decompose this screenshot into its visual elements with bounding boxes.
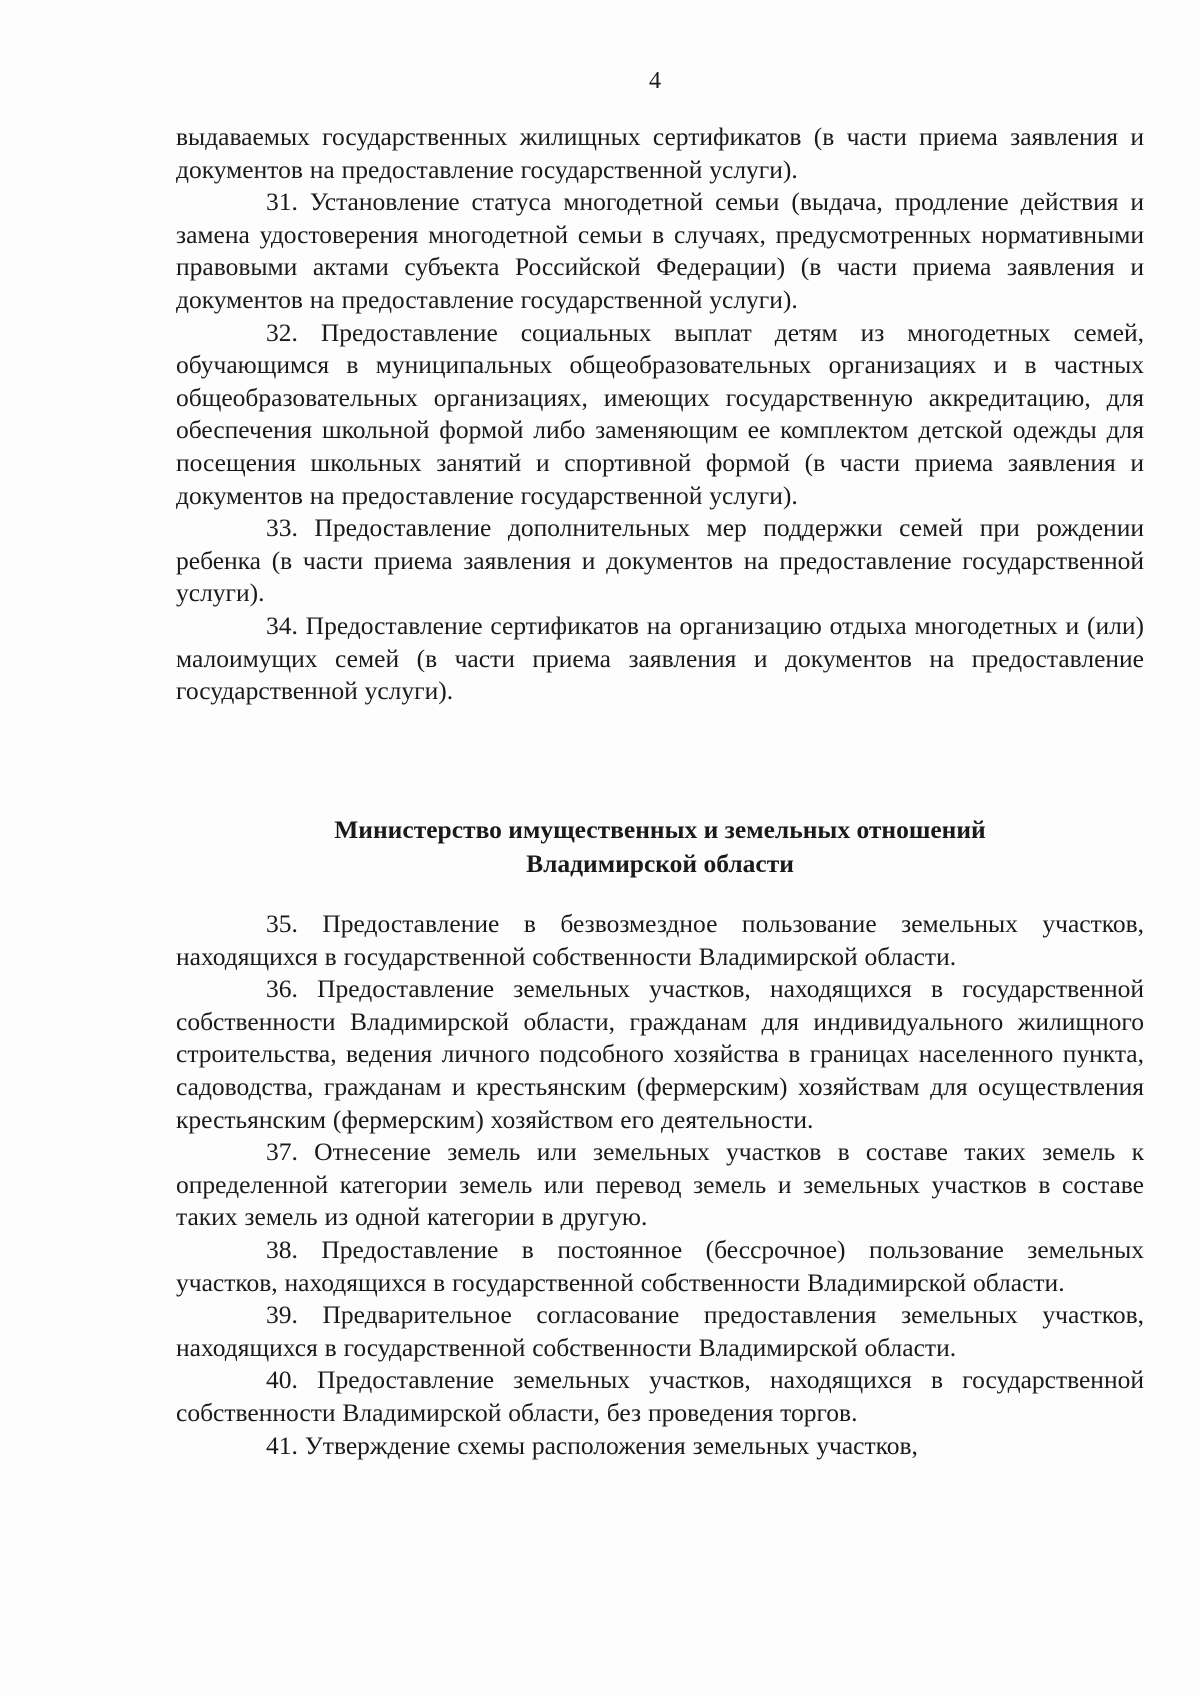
paragraph-item-39: 39. Предварительное согласование предоставления земельных участков, находящихся в государственной собственности Владимирской области.	[176, 1300, 1144, 1362]
page-number: 4	[649, 68, 661, 94]
paragraph-item-31: 31. Установление статуса многодетной семьи (выдача, продление действия и замена удостоверения многодетной семьи в случаях, предусмотренных нормативными правовыми актами субъекта Российской Федерации) (в части приема заявления и документов на предоставление государственной услуги).	[176, 187, 1144, 314]
paragraph-item-35: 35. Предоставление в безвозмездное пользование земельных участков, находящихся в государственной собственности Владимирской области.	[176, 909, 1144, 971]
paragraph-item-40: 40. Предоставление земельных участков, находящихся в государственной собственности Владимирской области, без проведения торгов.	[176, 1365, 1144, 1427]
section-heading-line-1: Министерство имущественных и земельных отношений	[334, 815, 986, 844]
paragraph-item-36: 36. Предоставление земельных участков, находящихся в государственной собственности Владимирской области, гражданам для индивидуального жилищного строительства, ведения личного подсобного хозяйства в границах населенного пункта, садоводства, гражданам и крестьянским (фермерским) хозяйствам для осуществления крестьянским (фермерским) хозяйством его деятельности.	[176, 974, 1144, 1134]
paragraph-item-38: 38. Предоставление в постоянное (бессрочное) пользование земельных участков, находящихся в государственной собственности Владимирской области.	[176, 1234, 1144, 1297]
paragraph-continuation: выдаваемых государственных жилищных сертификатов (в части приема заявления и документов на предоставление государственной услуги).	[176, 122, 1144, 184]
text-block-social	[176, 121, 1144, 708]
section-heading-line-2: Владимирской области	[526, 849, 794, 878]
paragraph-item-33: 33. Предоставление дополнительных мер поддержки семей при рождении ребенка (в части приема заявления и документов на предоставление государственной услуги).	[176, 513, 1144, 608]
paragraph-item-32: 32. Предоставление социальных выплат детям из многодетных семей, обучающимся в муниципальных общеобразовательных организациях и в частных общеобразовательных организациях, имеющих государственную аккредитацию, для обеспечения школьной формой либо заменяющим ее комплектом детской одежды для посещения школьных занятий и спортивной формой (в части приема заявления и документов на предоставление государственной услуги).	[176, 317, 1144, 510]
section-heading	[176, 813, 1144, 881]
paragraph-item-37: 37. Отнесение земель или земельных участков в составе таких земель к определенной категории земель или перевод земель и земельных участков в составе таких земель из одной категории в другую.	[176, 1137, 1144, 1232]
paragraph-item-34: 34. Предоставление сертификатов на организацию отдыха многодетных и (или) малоимущих семей (в части приема заявления и документов на предоставление государственной услуги).	[176, 610, 1144, 706]
text-block-property	[176, 908, 1144, 1462]
paragraph-item-41: 41. Утверждение схемы расположения земельных участков,	[266, 1430, 918, 1460]
